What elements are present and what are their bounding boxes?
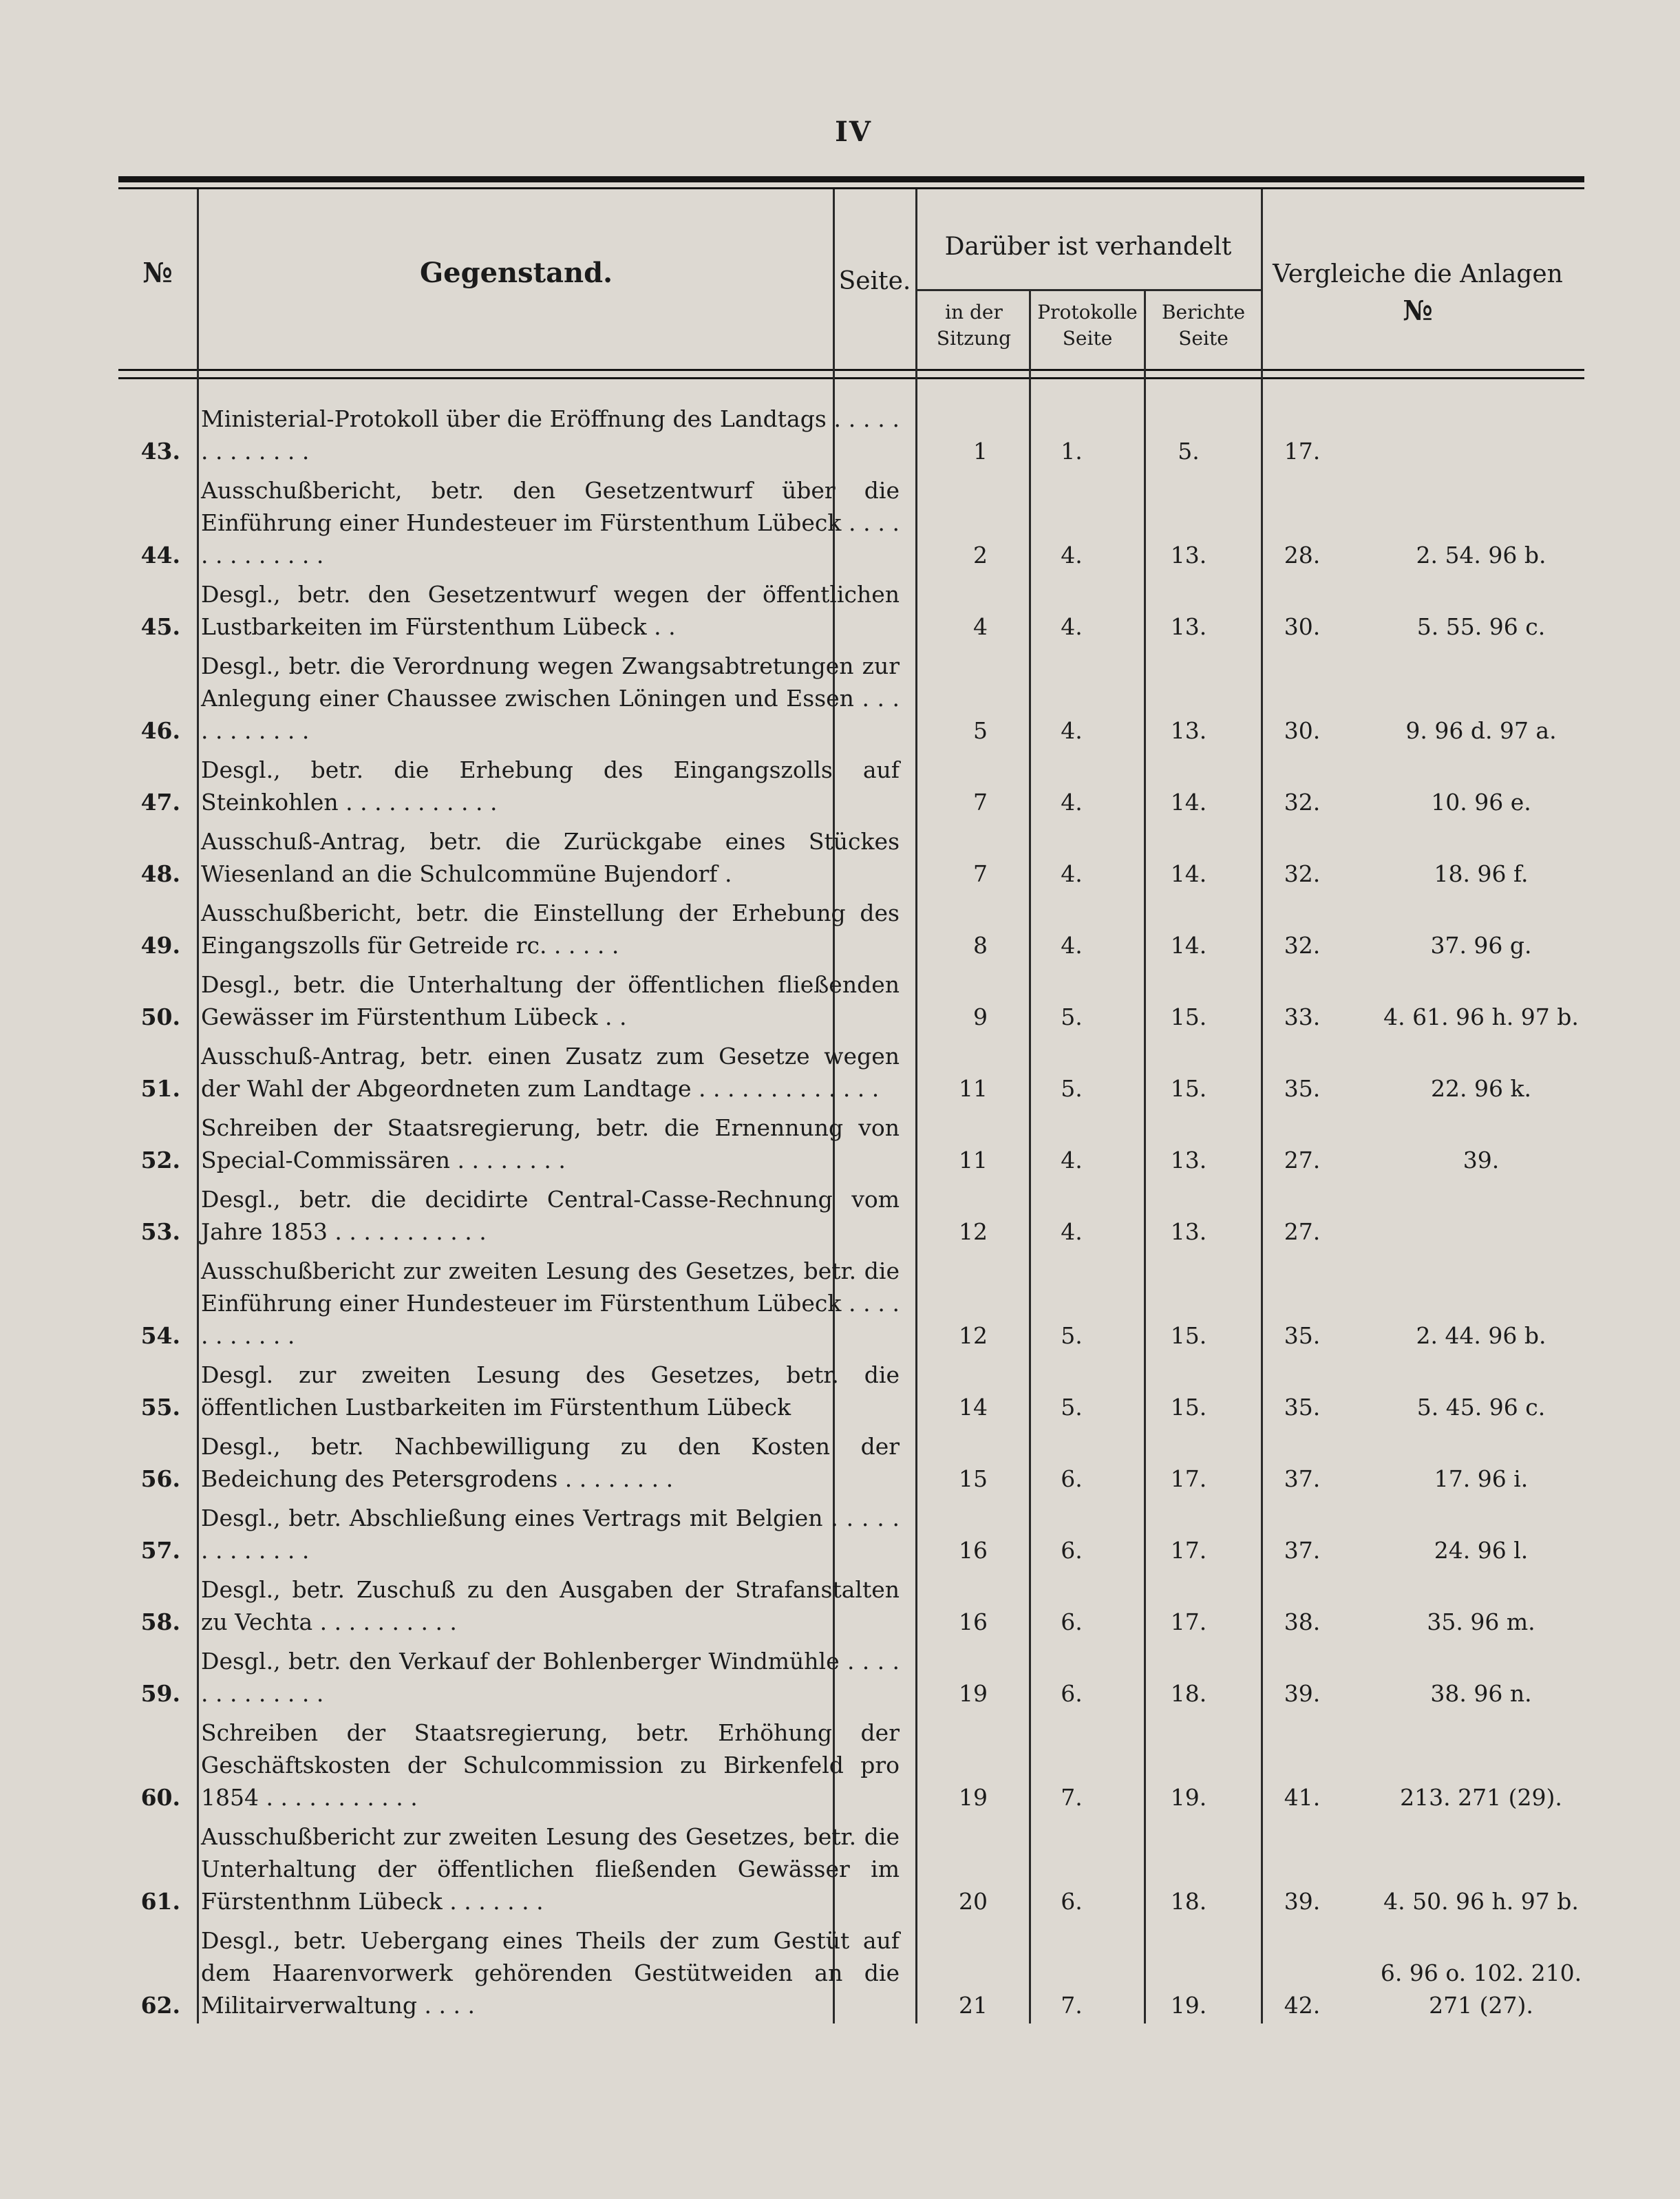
table-body — [118, 403, 1584, 2028]
row-session: 5. — [1061, 1075, 1083, 1102]
table-row — [118, 1645, 1584, 1710]
row-attachments: 4. 50. 96 h. 97 b. — [1383, 1888, 1579, 1915]
row-reports: 30. — [1284, 717, 1321, 744]
row-reports: 32. — [1284, 789, 1321, 816]
row-attachments: 24. 96 l. — [1434, 1537, 1529, 1564]
table-row — [118, 578, 1584, 643]
row-protocol: 15. — [1170, 1075, 1207, 1102]
row-subject: Desgl., betr. die Erhebung des Eingangszolls auf Steinkohlen . . . . . . . . . . . — [201, 756, 900, 816]
page-number: IV — [835, 116, 872, 148]
table-row — [118, 1359, 1584, 1423]
row-reports: 35. — [1284, 1322, 1321, 1349]
row-attachments: 5. 45. 96 c. — [1416, 1394, 1546, 1421]
row-reports: 28. — [1284, 542, 1321, 569]
row-page: 21 — [959, 1992, 988, 2019]
row-reports: 35. — [1284, 1075, 1321, 1102]
top-rule — [118, 176, 1584, 182]
row-subject: Desgl., betr. die Unterhaltung der öffentlichen fließenden Gewässer im Fürstenthum Lübeck . . — [201, 971, 900, 1030]
row-subject: Ministerial-Protokoll über die Eröffnung des Landtags . . . . . . . . . . . . . — [201, 405, 900, 465]
header-discussed: Darüber ist verhandelt — [944, 233, 1232, 261]
row-session: 7. — [1061, 1784, 1083, 1811]
header-protocol: Protokolle Seite — [1037, 301, 1138, 350]
row-reports: 17. — [1284, 438, 1321, 465]
row-number: 51. — [140, 1075, 180, 1102]
row-subject: Desgl., betr. Abschließung eines Vertrags mit Belgien . . . . . . . . . . . . . — [201, 1505, 900, 1564]
row-subject: Desgl., betr. den Gesetzentwurf wegen der öffentlichen Lustbarkeiten im Fürstenthum Lübeck . . — [201, 581, 900, 640]
row-number: 47. — [140, 789, 180, 816]
row-subject: Ausschuß-Antrag, betr. einen Zusatz zum Gesetze wegen der Wahl der Abgeordneten zum Landtage . . . . . . . . . . . . . — [201, 1043, 900, 1102]
row-session: 4. — [1061, 542, 1083, 569]
table-row — [118, 1924, 1584, 2021]
table-row — [118, 1430, 1584, 1495]
row-session: 7. — [1061, 1992, 1083, 2019]
row-attachments: 6. 96 o. 102. 210. 271 (27). — [1380, 1959, 1582, 2019]
row-subject: Ausschußbericht, betr. die Einstellung der Erhebung des Eingangszolls für Getreide rc. . . . . . — [201, 900, 900, 959]
row-page: 14 — [959, 1394, 988, 1421]
row-protocol: 15. — [1170, 1322, 1207, 1349]
row-number: 52. — [140, 1147, 180, 1173]
table-row — [118, 1040, 1584, 1105]
row-reports: 27. — [1284, 1147, 1321, 1173]
top-rule-thin — [118, 187, 1584, 189]
row-reports: 39. — [1284, 1680, 1321, 1707]
header-no: № — [142, 257, 173, 289]
table-row — [118, 825, 1584, 890]
table-row — [118, 650, 1584, 747]
row-number: 53. — [140, 1218, 180, 1245]
row-subject: Ausschuß-Antrag, betr. die Zurückgabe eines Stückes Wiesenland an die Schulcommüne Bujendorf . — [201, 828, 900, 887]
row-page: 11 — [959, 1147, 988, 1173]
row-subject: Desgl., betr. Nachbewilligung zu den Kosten der Bedeichung des Petersgrodens . . . . . . . . — [201, 1433, 900, 1492]
row-page: 2 — [973, 542, 988, 569]
table-row — [118, 403, 1584, 467]
row-subject: Schreiben der Staatsregierung, betr. Erhöhung der Geschäftskosten der Schulcommission zu Birkenfeld pro 1854 . . . . . . . . . . . — [201, 1719, 900, 1811]
row-attachments: 37. 96 g. — [1430, 932, 1532, 959]
table-row — [118, 1112, 1584, 1176]
row-number: 48. — [140, 860, 180, 887]
row-attachments: 9. 96 d. 97 a. — [1405, 717, 1557, 744]
row-reports: 37. — [1284, 1537, 1321, 1564]
row-number: 45. — [140, 613, 180, 640]
row-protocol: 15. — [1170, 1394, 1207, 1421]
row-protocol: 14. — [1170, 789, 1207, 816]
row-attachments: 5. 55. 96 c. — [1416, 613, 1546, 640]
header-session: in der Sitzung — [936, 301, 1012, 350]
row-session: 4. — [1061, 1147, 1083, 1173]
table-row — [118, 1255, 1584, 1352]
row-session: 4. — [1061, 860, 1083, 887]
header-page: Seite. — [838, 267, 911, 295]
row-session: 5. — [1061, 1322, 1083, 1349]
row-subject: Ausschußbericht, betr. den Gesetzentwurf über die Einführung einer Hundesteuer im Fürstenthum Lübeck . . . . . . . . . . . . . — [201, 477, 900, 569]
table-row — [118, 1183, 1584, 1248]
table-row — [118, 1717, 1584, 1814]
row-number: 62. — [140, 1992, 180, 2019]
row-page: 16 — [959, 1537, 988, 1564]
row-reports: 41. — [1284, 1784, 1321, 1811]
row-reports: 35. — [1284, 1394, 1321, 1421]
row-number: 43. — [140, 438, 180, 465]
row-protocol: 5. — [1178, 438, 1200, 465]
table-row — [118, 968, 1584, 1033]
table-row — [118, 1573, 1584, 1638]
row-session: 5. — [1061, 1003, 1083, 1030]
row-page: 12 — [959, 1218, 988, 1245]
row-subject: Ausschußbericht zur zweiten Lesung des Gesetzes, betr. die Einführung einer Hundesteuer im Fürstenthum Lübeck . . . . . . . . . . . — [201, 1257, 900, 1349]
header-reports: Berichte Seite — [1161, 301, 1246, 350]
row-attachments: 38. 96 n. — [1430, 1680, 1532, 1707]
row-protocol: 19. — [1170, 1992, 1207, 2019]
row-attachments: 18. 96 f. — [1434, 860, 1529, 887]
row-page: 1 — [973, 438, 988, 465]
table-row — [118, 1502, 1584, 1566]
row-protocol: 18. — [1170, 1680, 1207, 1707]
row-session: 6. — [1061, 1608, 1083, 1635]
row-attachments: 2. 54. 96 b. — [1416, 542, 1546, 569]
row-session: 4. — [1061, 932, 1083, 959]
row-page: 12 — [959, 1322, 988, 1349]
row-session: 4. — [1061, 717, 1083, 744]
row-protocol: 14. — [1170, 860, 1207, 887]
header-rule-thin — [118, 377, 1584, 379]
row-reports: 38. — [1284, 1608, 1321, 1635]
row-protocol: 13. — [1170, 1218, 1207, 1245]
row-page: 5 — [973, 717, 988, 744]
row-session: 1. — [1061, 438, 1083, 465]
row-session: 6. — [1061, 1537, 1083, 1564]
row-attachments: 22. 96 k. — [1431, 1075, 1531, 1102]
row-page: 20 — [959, 1888, 988, 1915]
table-row — [118, 754, 1584, 818]
header-compare: Vergleiche die Anlagen — [1273, 260, 1563, 288]
row-number: 59. — [140, 1680, 180, 1707]
row-subject: Ausschußbericht zur zweiten Lesung des Gesetzes, betr. die Unterhaltung der öffentlichen fließenden Gewässer im Fürstenthnm Lübeck . . . . . . . — [201, 1823, 900, 1915]
row-attachments: 213. 271 (29). — [1400, 1784, 1562, 1811]
table-row — [118, 897, 1584, 962]
row-protocol: 17. — [1170, 1608, 1207, 1635]
row-session: 6. — [1061, 1888, 1083, 1915]
row-reports: 37. — [1284, 1465, 1321, 1492]
row-number: 61. — [140, 1888, 180, 1915]
row-reports: 33. — [1284, 1003, 1321, 1030]
row-page: 15 — [959, 1465, 988, 1492]
row-reports: 32. — [1284, 860, 1321, 887]
row-protocol: 18. — [1170, 1888, 1207, 1915]
row-reports: 39. — [1284, 1888, 1321, 1915]
row-protocol: 19. — [1170, 1784, 1207, 1811]
row-subject: Desgl., betr. den Verkauf der Bohlenberger Windmühle . . . . . . . . . . . . . — [201, 1648, 900, 1707]
row-attachments: 4. 61. 96 h. 97 b. — [1383, 1003, 1579, 1030]
row-session: 6. — [1061, 1680, 1083, 1707]
row-number: 56. — [140, 1465, 180, 1492]
header-subject: Gegenstand. — [420, 257, 613, 289]
row-protocol: 14. — [1170, 932, 1207, 959]
row-subject: Schreiben der Staatsregierung, betr. die Ernennung von Special-Commissären . . . . . . . . — [201, 1114, 900, 1173]
row-attachments: 2. 44. 96 b. — [1416, 1322, 1546, 1349]
row-reports: 42. — [1284, 1992, 1321, 2019]
row-page: 16 — [959, 1608, 988, 1635]
row-protocol: 17. — [1170, 1537, 1207, 1564]
row-subject: Desgl. zur zweiten Lesung des Gesetzes, betr. die öffentlichen Lustbarkeiten im Fürstenthum Lübeck — [201, 1361, 900, 1421]
row-subject: Desgl., betr. die Verordnung wegen Zwangsabtretungen zur Anlegung einer Chaussee zwischen Löningen und Essen . . . . . . . . . . . — [201, 652, 900, 744]
row-attachments: 10. 96 e. — [1431, 789, 1531, 816]
table-row — [118, 1820, 1584, 1918]
row-page: 19 — [959, 1680, 988, 1707]
row-subject: Desgl., betr. Zuschuß zu den Ausgaben der Strafanstalten zu Vechta . . . . . . . . . . — [201, 1576, 900, 1635]
row-reports: 27. — [1284, 1218, 1321, 1245]
row-session: 4. — [1061, 1218, 1083, 1245]
row-number: 44. — [140, 542, 180, 569]
row-page: 7 — [973, 860, 988, 887]
table-row — [118, 474, 1584, 571]
row-session: 4. — [1061, 613, 1083, 640]
row-reports: 30. — [1284, 613, 1321, 640]
row-attachments: 39. — [1463, 1147, 1500, 1173]
header-rule — [118, 369, 1584, 371]
row-page: 4 — [973, 613, 988, 640]
row-protocol: 13. — [1170, 717, 1207, 744]
row-page: 9 — [973, 1003, 988, 1030]
row-number: 58. — [140, 1608, 180, 1635]
row-number: 60. — [140, 1784, 180, 1811]
row-number: 54. — [140, 1322, 180, 1349]
header-compare-no: № — [1403, 295, 1433, 327]
row-session: 6. — [1061, 1465, 1083, 1492]
row-number: 46. — [140, 717, 180, 744]
row-page: 11 — [959, 1075, 988, 1102]
row-number: 57. — [140, 1537, 180, 1564]
row-session: 4. — [1061, 789, 1083, 816]
row-number: 55. — [140, 1394, 180, 1421]
row-protocol: 15. — [1170, 1003, 1207, 1030]
row-number: 50. — [140, 1003, 180, 1030]
row-subject: Desgl., betr. die decidirte Central-Casse-Rechnung vom Jahre 1853 . . . . . . . . . . . — [201, 1186, 900, 1245]
row-protocol: 17. — [1170, 1465, 1207, 1492]
row-page: 8 — [973, 932, 988, 959]
row-reports: 32. — [1284, 932, 1321, 959]
row-page: 19 — [959, 1784, 988, 1811]
row-subject: Desgl., betr. Uebergang eines Theils der zum Gestüt auf dem Haarenvorwerk gehörenden Gestütweiden an die Militairverwaltung . . . . — [201, 1927, 900, 2019]
subheader-rule — [915, 289, 1261, 291]
row-session: 5. — [1061, 1394, 1083, 1421]
row-attachments: 17. 96 i. — [1434, 1465, 1529, 1492]
row-protocol: 13. — [1170, 1147, 1207, 1173]
row-number: 49. — [140, 932, 180, 959]
row-attachments: 35. 96 m. — [1427, 1608, 1535, 1635]
row-page: 7 — [973, 789, 988, 816]
row-protocol: 13. — [1170, 613, 1207, 640]
row-protocol: 13. — [1170, 542, 1207, 569]
